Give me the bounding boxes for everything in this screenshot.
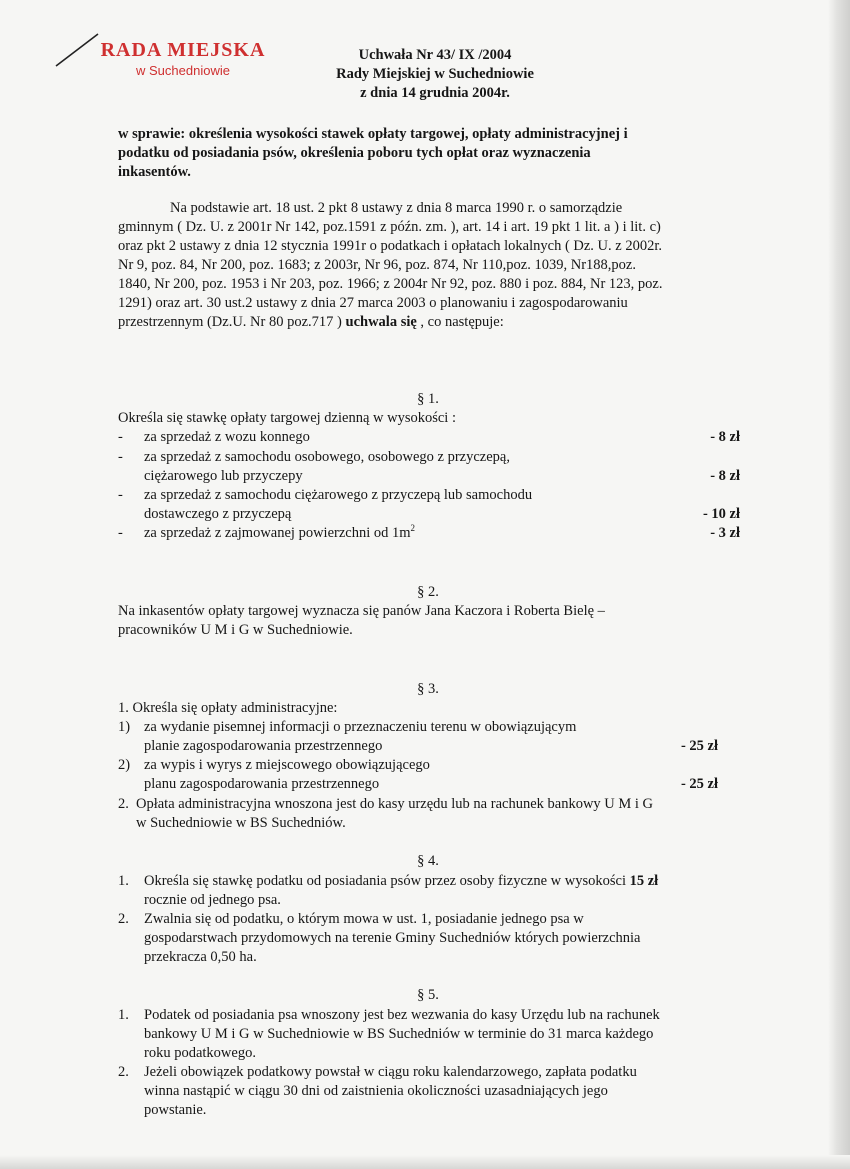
item-number: 1) — [118, 719, 131, 735]
fee-item-amount: - 3 zł — [710, 525, 740, 541]
resolution-number: Uchwała Nr 43/ IX /2004 — [358, 47, 512, 63]
scan-edge-right — [828, 0, 850, 1169]
list-dash: - — [118, 525, 123, 541]
section-3-title: § 3. — [417, 681, 439, 697]
stamp-subtitle: w Suchedniowie — [136, 63, 230, 78]
preamble-line: 1840, Nr 200, poz. 1953 i Nr 203, poz. 1966; z 2004r Nr 92, poz. 880 i poz. 884, Nr 123, poz. — [118, 276, 663, 292]
section-5-title: § 5. — [417, 987, 439, 1003]
fee-item-label: dostawczego z przyczepą — [144, 506, 292, 522]
list-dash: - — [118, 429, 123, 445]
subject-line: podatku od posiadania psów, określenia poboru tych opłat oraz wyznaczenia — [118, 145, 591, 161]
fee-item-amount: - 8 zł — [710, 468, 740, 484]
section-4-title: § 4. — [417, 853, 439, 869]
fee-item-amount: - 8 zł — [710, 429, 740, 445]
resolution-header — [300, 46, 570, 103]
council-stamp — [78, 38, 288, 79]
fee-item-label: ciężarowego lub przyczepy — [144, 468, 303, 484]
admin-fee-label: za wydanie pisemnej informacji o przeznaczeniu terenu w obowiązującym — [144, 719, 577, 735]
item-number: 2. — [118, 911, 129, 927]
section-1-intro: Określa się stawkę opłaty targowej dzienną w wysokości : — [118, 410, 456, 426]
document-page: RADA MIEJSKA w Suchedniowie Uchwała Nr 43/ IX /2004 Rady Miejskiej w Suchedniowie z dnia 14 grudnia 2004r. w sprawie: określenia wysokości stawek opłaty targowej, opłaty administracyjnej i podatku od posiadania psów, określenia poboru tych opłat oraz wyznaczenia inkasentów. Na podstawie art. 18 ust. 2 pkt 8 ustawy z dnia 8 marca 1990 r. o samorządzie gminnym ( Dz. U. z 2001r Nr 142, poz.1591 z późn. zm. ), art. 14 i art. 19 pkt 1 lit. a ) i lit. c) oraz pkt 2 ustawy z dnia 12 stycznia 1991r o podatkach i opłatach lokalnych ( Dz. U. z 2002r. Nr 9, poz. 84, Nr 200, poz. 1683; z 2003r, Nr 96, poz. 874, Nr 110,poz. 1039, Nr188,poz. 1840, Nr 200, poz. 1953 i Nr 203, poz. 1966; z 2004r Nr 92, poz. 880 i poz. 884, Nr 123, poz. 1291) oraz art. 30 ust.2 ustawy z dnia 27 marca 2003 o planowaniu i zagospodarowaniu przestrzennym (Dz.U. Nr 80 poz.717 ) uchwala się , co następuje: § 1. Określa się stawkę opłaty targowej dzienną w wysokości : - za sprzedaż z wozu konnego - 8 zł - za sprzedaż z samochodu osobowego, osobowego z przyczepą, ciężarowego lub przyczepy - 8 zł - za sprzedaż z samochodu ciężarowego z przyczepą lub samochodu dostawczego z przyczepą - 10 zł - za sprzedaż z zajmowanej powierzchni od $1m^2$ - 3 zł § 2. Na inkasentów opłaty targowej wyznacza się panów Jana Kaczora i Roberta Bielę – pracowników U M i G w Suchedniowie. § 3. 1. Określa się opłaty administracyjne: 1) za wydanie pisemnej informacji o przeznaczeniu terenu w obowiązującym planie zagospodarowania przestrzennego - 25 zł 2) za wypis i wyrys z miejscowego obowiązującego planu zagospodarowania przestrzennego - 25 zł 2. Opłata administracyjna wnoszona jest do kasy urzędu lub na rachunek bankowy U M i G w Suchedniowie w BS Suchedniów. § 4. 1. Określa się stawkę podatku od posiadania psów przez osoby fizyczne w wysokości 15 zł rocznie od jednego psa. 2. Zwalnia się od podatku, o którym mowa w ust. 1, posiadanie jednego psa w gospodarstwach przydomowych na terenie Gminy Suchedniów których powierzchnia przekracza 0,50 ha. § 5. 1. Podatek od posiadania psa wnoszony jest bez wezwania do kasy Urzędu lub na rachunek bankowy U M i G w Suchedniowie w BS Suchedniów w terminie do 31 marca każdego roku podatkowego. 2. Jeżeli obowiązek podatkowy powstał w ciągu roku kalendarzowego, zapłata podatku winna nastąpić w ciągu 30 dni od zaistnienia okoliczności uzasadniających jego powstanie. — [0, 0, 850, 1169]
subject-line: inkasentów. — [118, 164, 191, 180]
preamble-line: Nr 9, poz. 84, Nr 200, poz. 1683; z 2003r, Nr 96, poz. 874, Nr 110,poz. 1039, Nr188,poz. — [118, 257, 636, 273]
stamp-title: RADA MIEJSKA — [100, 39, 266, 61]
preamble-line: Na podstawie art. 18 ust. 2 pkt 8 ustawy z dnia 8 marca 1990 r. o samorządzie — [170, 200, 623, 216]
dog-tax-amount: 15 zł — [629, 873, 659, 889]
section-2-title: § 2. — [417, 584, 439, 600]
admin-fee-label: za wypis i wyrys z miejscowego obowiązującego — [144, 757, 430, 773]
item-number: 1. — [118, 1007, 129, 1023]
fee-item-label: za sprzedaż z samochodu osobowego, osobowego z przyczepą, — [144, 449, 510, 465]
scan-edge-bottom — [0, 1155, 850, 1169]
admin-fee-label: planu zagospodarowania przestrzennego — [144, 776, 380, 792]
item-number: 1. — [118, 873, 129, 889]
section-1-title: § 1. — [417, 391, 439, 407]
item-number: 2) — [118, 757, 131, 773]
resolution-subject — [118, 125, 728, 182]
admin-fee-label: planie zagospodarowania przestrzennego — [144, 738, 383, 754]
enacting-phrase: uchwala się — [345, 314, 417, 330]
admin-fee-amount: - 25 zł — [680, 776, 718, 792]
preamble-line: oraz pkt 2 ustawy z dnia 12 stycznia 1991r o podatkach i opłatach lokalnych ( Dz. U. z 2002r. — [118, 238, 662, 254]
list-dash: - — [118, 449, 123, 465]
section-2-text: Na inkasentów opłaty targowej wyznacza się panów Jana Kaczora i Roberta Bielę – pracowników U M i G w Suchedniowie. — [118, 603, 605, 638]
legal-basis-preamble — [118, 199, 758, 332]
fee-item-label: za sprzedaż z wozu konnego — [144, 429, 310, 445]
preamble-line: gminnym ( Dz. U. z 2001r Nr 142, poz.1591 z późn. zm. ), art. 14 i art. 19 pkt 1 lit. a ) i lit. c) — [118, 219, 661, 235]
item-number: 2. — [118, 796, 129, 812]
preamble-line: przestrzennym (Dz.U. Nr 80 poz.717 ) uchwala się , co następuje: — [118, 314, 504, 330]
item-number: 2. — [118, 1064, 129, 1080]
resolution-date: z dnia 14 grudnia 2004r. — [360, 85, 510, 101]
subject-line: w sprawie: określenia wysokości stawek opłaty targowej, opłaty administracyjnej i — [118, 126, 628, 142]
preamble-line: 1291) oraz art. 30 ust.2 ustawy z dnia 27 marca 2003 o planowaniu i zagospodarowaniu — [118, 295, 628, 311]
admin-fee-amount: - 25 zł — [680, 738, 718, 754]
section-3-point-1: 1. Określa się opłaty administracyjne: — [118, 700, 338, 716]
list-dash: - — [118, 487, 123, 503]
fee-item-label: za sprzedaż z zajmowanej powierzchni od $1m^2$ — [144, 523, 416, 541]
council-name: Rady Miejskiej w Suchedniowie — [336, 66, 534, 82]
fee-item-amount: - 10 zł — [702, 506, 740, 522]
fee-item-label: za sprzedaż z samochodu ciężarowego z przyczepą lub samochodu — [144, 487, 533, 503]
